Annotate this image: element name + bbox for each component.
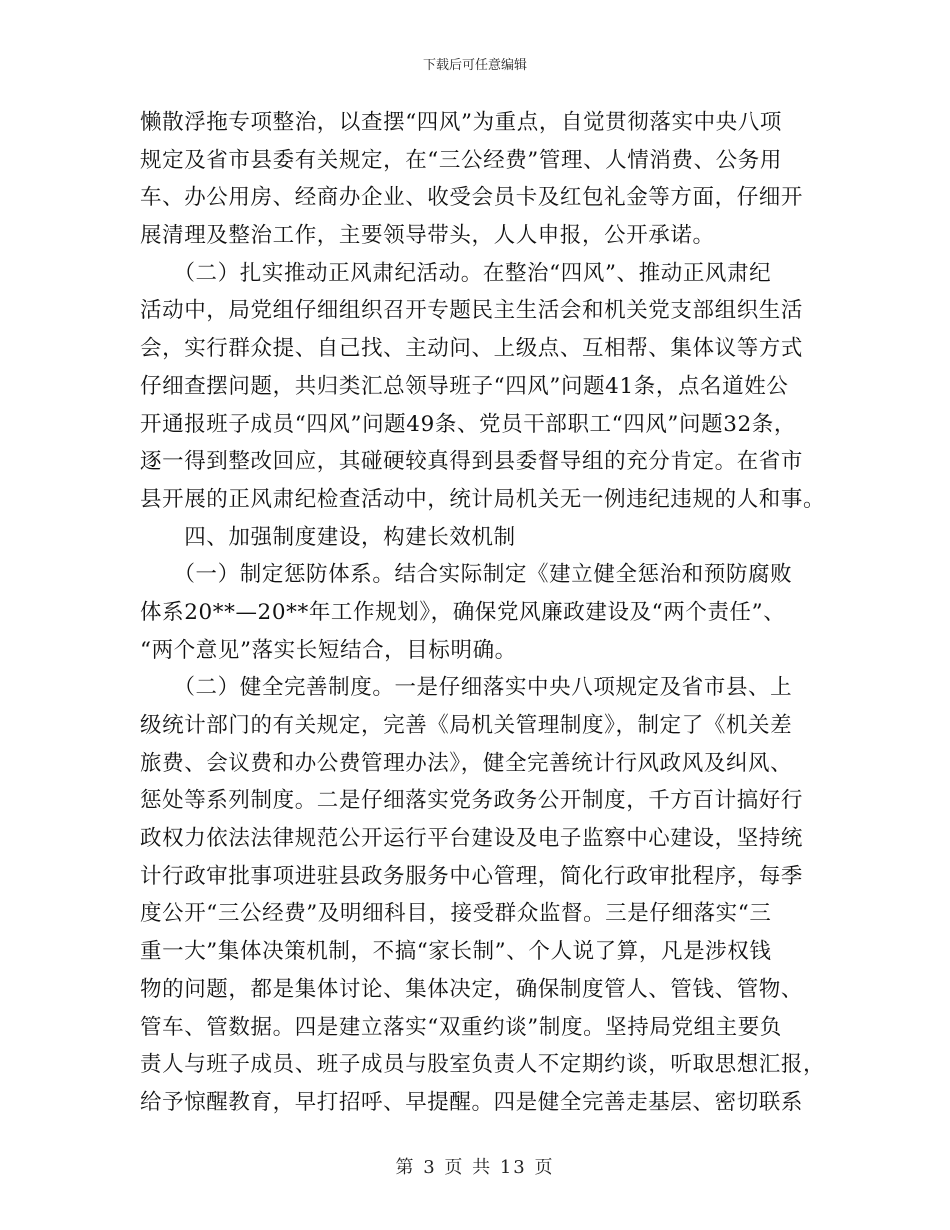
text-line: 级统计部门的有关规定，完善《局机关管理制度》，制定了《机关差 (140, 713, 793, 738)
text-line: 给予惊醒教育，早打招呼、早提醒。四是健全完善走基层、密切联系 (140, 1089, 804, 1115)
page-header: 下载后可任意编辑 (422, 58, 527, 73)
text-line: “两个意见”落实长短结合，目标明确。 (140, 637, 517, 663)
text-line: （二）扎实推动正风肃纪活动。在整治“四风”、推动正风肃纪 (140, 260, 772, 286)
text-line: 逐一得到整改回应，其碰硬较真得到县委督导组的充分肯定。在省市 (140, 449, 804, 475)
text-line: 重一大”集体决策机制，不搞“家长制”、个人说了算，凡是涉权钱 (140, 939, 772, 965)
text-line: （二）健全完善制度。一是仔细落实中央八项规定及省市县、上 (140, 675, 793, 701)
text-line: 政权力依法法律规范公开运行平台建设及电子监察中心建设，坚持统 (140, 826, 804, 852)
text-line: 懒散浮拖专项整治，以查摆“四风”为重点，自觉贯彻落实中央八项 (140, 110, 782, 135)
text-line: 惩处等系列制度。二是仔细落实党务政务公开制度，千方百计搞好行 (140, 788, 804, 814)
text-line: 开通报班子成员“四风”问题49条、党员干部职工“四风”问题32条， (140, 411, 796, 437)
text-line: （一）制定惩防体系。结合实际制定《建立健全惩治和预防腐败 (140, 562, 793, 588)
text-line: 责人与班子成员、班子成员与股室负责人不定期约谈，听取思想汇报， (140, 1052, 826, 1078)
body-text (140, 104, 830, 1122)
text-line: 活动中，局党组仔细组织召开专题民主生活会和机关党支部组织生活 (140, 298, 804, 324)
page-footer: 第 3 页 共 13 页 (395, 1157, 555, 1178)
text-line: 县开展的正风肃纪检查活动中，统计局机关无一例违纪违规的人和事。 (140, 486, 826, 512)
text-line: 规定及省市县委有关规定，在“三公经费”管理、人情消费、公务用 (140, 147, 782, 173)
text-line: 度公开“三公经费”及明细科目，接受群众监督。三是仔细落实“三 (140, 901, 772, 927)
text-line: 体系20**—20**年工作规划》，确保党风廉政建设及“两个责任”、 (140, 599, 786, 625)
text-line: 物的问题，都是集体讨论、集体决定，确保制度管人、管钱、管物、 (140, 976, 804, 1002)
text-line: 会，实行群众提、自己找、主动问、上级点、互相帮、集体议等方式 (140, 336, 804, 362)
text-line: 旅费、会议费和办公费管理办法》，健全完善统计行风政风及纠风、 (140, 750, 793, 776)
text-line: 车、办公用房、经商办企业、收受会员卡及红包礼金等方面，仔细开 (140, 185, 804, 211)
text-line: 计行政审批事项进驻县政务服务中心管理，简化行政审批程序，每季 (140, 863, 804, 889)
text-line: 展清理及整治工作，主要领导带头，人人申报，公开承诺。 (140, 223, 715, 249)
text-line: 仔细查摆问题，共归类汇总领导班子“四风”问题41条，点名道姓公 (140, 373, 789, 399)
section-heading: 四、加强制度建设，构建长效机制 (140, 524, 516, 550)
text-line: 管车、管数据。四是建立落实“双重约谈”制度。坚持局党组主要负 (140, 1014, 782, 1040)
